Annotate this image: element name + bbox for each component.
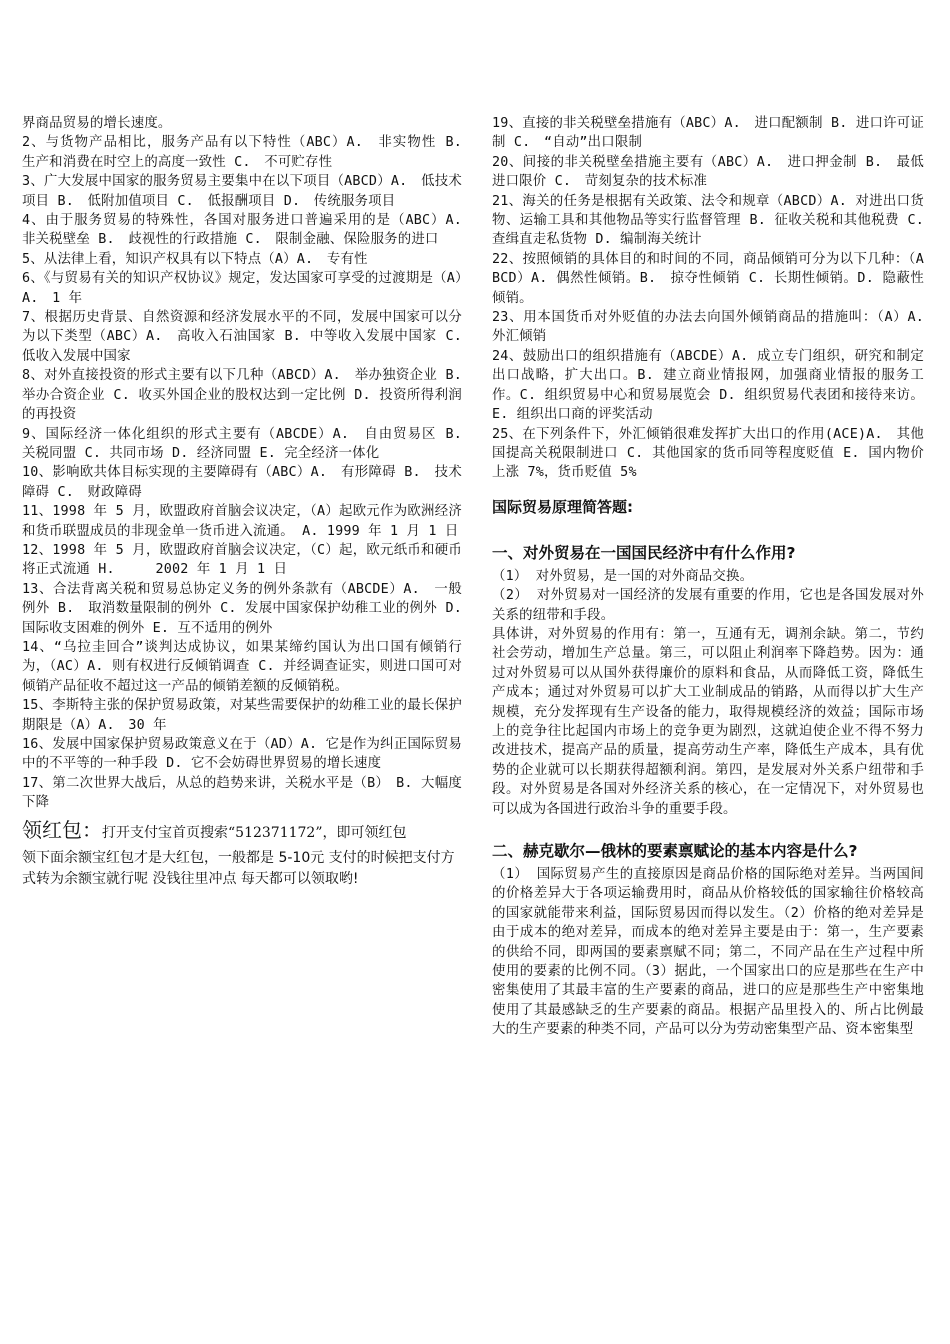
list-item: 23、用本国货币对外贬值的办法去向国外倾销商品的措施叫：（A）A. 外汇倾销 — [492, 310, 924, 345]
list-item: 8、对外直接投资的形式主要有以下几种（ABCD）A. 举办独资企业 B. 举办合资企业 C. 收买外国企业的股权达到一定比例 D. 投资所得利润的再投资 — [22, 368, 476, 423]
promo-body: 领下面余额宝红包才是大红包，一般都是 5-10元 支付的时候把支付方式转为余额宝就行呢 没钱往里冲点 每天都可以领取哟! — [22, 849, 455, 887]
answer-paragraph: （2） 对外贸易对一国经济的发展有重要的作用，它也是各国发展对外关系的纽带和手段。 — [492, 588, 924, 623]
list-item: 12、1998 年 5 月，欧盟政府首脑会议决定，（C）起，欧元纸币和硬币将正式流通 H. 2002 年 1 月 1 日 — [22, 542, 462, 578]
list-item: 2、与货物产品相比，服务产品有以下特性（ABC）A. 非实物性 B. 生产和消费在时空上的高度一致性 C. 不可贮存性 — [22, 135, 476, 170]
list-item: 19、直接的非关税壁垒措施有（ABC）A. 进口配额制 B. 进口许可证制 C. “自动”出口限制 — [492, 116, 924, 151]
list-item: 20、间接的非关税壁垒措施主要有（ABC）A. 进口押金制 B. 最低进口限价 C. 苛刻复杂的技术标准 — [492, 154, 924, 190]
list-item: 21、海关的任务是根据有关政策、法令和规章（ABCD）A. 对进出口货物、运输工具和其他物品等实行监督管理 B. 征收关税和其他税费 C. 查缉直走私货物 D. 编制海关统计 — [492, 193, 938, 248]
answer-paragraph: （1） 对外贸易，是一国的对外商品交换。 — [492, 568, 754, 584]
list-item: 3、广大发展中国家的服务贸易主要集中在以下项目（ABCD）A. 低技术项目 B. 低附加值项目 C. 低报酬项目 D. 传统服务项目 — [22, 174, 462, 209]
list-item: 5、从法律上看，知识产权具有以下特点（A）A. 专有性 — [22, 251, 368, 267]
list-item: 9、国际经济一体化组织的形式主要有（ABCDE）A. 自由贸易区 B. 关税同盟 C. 共同市场 D. 经济同盟 E. 完全经济一体化 — [22, 426, 476, 461]
list-item: 7、根据历史背景、自然资源和经济发展水平的不同，发展中国家可以分为以下类型（ABC）A. 高收入石油国家 B. 中等收入发展中国家 C. 低收入发展中国家 — [22, 310, 462, 364]
question-1-title: 一、对外贸易在一国国民经济中有什么作用? — [492, 543, 796, 562]
list-item: 11、1998 年 5 月，欧盟政府首脑会议决定，（A）起欧元作为欧洲经济和货币联盟成员的非现金单一货币进入流通。 A. 1999 年 1 月 1 日 — [22, 504, 462, 539]
promo-text: 打开支付宝首页搜索“512371172”，即可领红包 — [102, 824, 407, 841]
list-item: 4、由于服务贸易的特殊性，各国对服务进口普遍采用的是（ABC）A. 非关税壁垒 B. 歧视性的行政措施 C. 限制金融、保险服务的进口 — [22, 213, 476, 248]
list-item: 16、发展中国家保护贸易政策意义在于（AD）A. 它是作为纠正国际贸易中的不平等的一种手段 D. 它不会妨碍世界贸易的增长速度 — [22, 737, 462, 772]
right-column — [492, 114, 938, 1040]
list-item: 6、《与贸易有关的知识产权协议》规定，发达国家可享受的过渡期是（A）A. 1 年 — [22, 271, 462, 306]
question-2-title: 二、赫克歇尔—俄林的要素禀赋论的基本内容是什么? — [492, 842, 858, 860]
list-item: 17、第二次世界大战后，从总的趋势来讲，关税水平是（B） B. 大幅度下降 — [22, 775, 462, 811]
promo-title: 领红包： — [22, 817, 102, 842]
answer-paragraph: 具体讲，对外贸易的作用有：第一，互通有无，调剂余缺。第二，节约社会劳动，增加生产总量。第三，可以阻止利润率下降趋势。因为：通过对外贸易可以从国外获得廉价的原料和食品，从而降低工资，降低生产成本；通过对外贸易可以扩大工业制成品的销路，从而得以扩大生产规模，充分发挥现有生产设备的能力，取得规模经济的效益；国际市场上的竞争往比起国内市场上的竞争更为剧烈，这就迫使企业不得不努力改进技术，提高产品的质量，提高劳动生产率，降低生产成本，具有优势的企业就可以长期获得超额利润。第四，是发展对外关系户纽带和手段。对外贸易是各国对外经济关系的核心，在一定情况下，对外贸易也可以成为各国进行政治斗争的重要手段。 — [492, 626, 924, 817]
left-column — [22, 114, 476, 890]
list-item: 15、李斯特主张的保护贸易政策，对某些需要保护的幼稚工业的最长保护期限是（A）A. 30 年 — [22, 698, 462, 733]
list-item: 25、在下列条件下，外汇倾销很难发挥扩大出口的作用(ACE)A. 其他国提高关税限制进口 C. 其他国家的货币同等程度贬值 E. 国内物价上涨 7%，货币贬值 5% — [492, 426, 924, 481]
list-item: 13、合法背离关税和贸易总协定义务的例外条款有（ABCDE）A. 一般例外 B. 取消数量限制的例外 C. 发展中国家保护幼稚工业的例外 D. 国际收支困难的例外 E. 互不适用的例外 — [22, 581, 462, 636]
list-item: 界商品贸易的增长速度。 — [22, 116, 172, 131]
list-item: 22、按照倾销的具体目的和时间的不同，商品倾销可分为以下几种：（ABCD）A. 偶然性倾销。B. 掠夺性倾销 C. 长期性倾销。D. 隐蔽性倾销。 — [492, 251, 924, 306]
answer-paragraph: （1） 国际贸易产生的直接原因是商品价格的国际绝对差异。当两国间的价格差异大于各项运输费用时，商品从价格较低的国家输往价格较高的国家就能带来利益，国际贸易因而得以发生。（2）价格的绝对差异是由于成本的绝对差异，而成本的绝对差异主要是由于：第一，生产要素的供给不同，即两国的要素禀赋不同；第二，不同产品在生产过程中所使用的要素的比例不同。（3）据此，一个国家出口的应是那些在生产中密集使用了其最丰富的生产要素的商品，进口的应是那些生产中密集地使用了其最感缺乏的生产要素的商品。根据产品里投入的、所占比例最大的生产要素的种类不同，产品可以分为劳动密集型产品、资本密集型 — [492, 867, 924, 1038]
list-item: 14、“乌拉圭回合”谈判达成协议，如果某缔约国认为出口国有倾销行为，（AC）A. 则有权进行反倾销调查 C. 并经调查证实，则进口国可对倾销产品征收不超过这一产品的倾销差额的反倾销税。 — [22, 639, 462, 694]
list-item: 24、鼓励出口的组织措施有（ABCDE）A. 成立专门组织，研究和制定出口战略，扩大出口。B. 建立商业情报网，加强商业情报的服务工作。C. 组织贸易中心和贸易展览会 D. 组织贸易代表团和接待来访。E. 组织出口商的评奖活动 — [492, 348, 924, 423]
promo-title-line — [22, 815, 462, 848]
section-title: 国际贸易原理简答题: — [492, 497, 633, 516]
list-item: 10、影响欧共体目标实现的主要障碍有（ABC）A. 有形障碍 B. 技术障碍 C. 财政障碍 — [22, 465, 462, 500]
